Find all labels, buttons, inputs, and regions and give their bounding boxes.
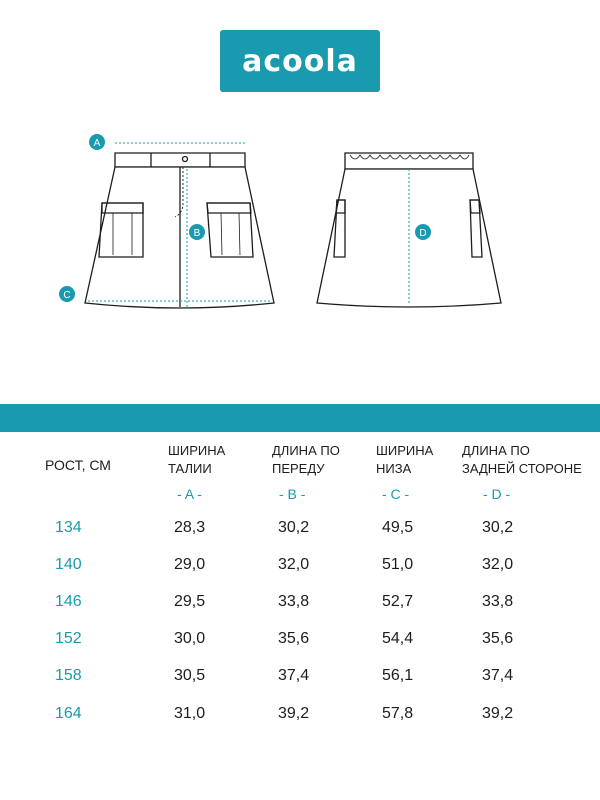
row-height: 134 [55,519,82,536]
cell-a: 30,0 [174,630,206,647]
cell-a: 30,5 [174,667,206,684]
cell-a: 29,0 [174,556,206,573]
table-row [0,590,600,614]
label-a [89,134,105,150]
cell-c: 51,0 [382,556,414,573]
cell-a: 28,3 [174,519,206,536]
header-back-length [462,442,582,478]
skirt-measurement-diagram [55,125,575,325]
cell-d: 39,2 [482,705,514,722]
cell-b: 32,0 [278,556,310,573]
logo-text: acoola [242,43,358,79]
code-b: - B - [279,486,306,502]
table-row [0,516,600,540]
label-c [59,286,75,302]
code-c: - C - [382,486,410,502]
cell-d: 32,0 [482,556,514,573]
cell-c: 49,5 [382,519,414,536]
cell-c: 56,1 [382,667,414,684]
row-height: 152 [55,630,82,647]
table-row [0,702,600,726]
cell-c: 54,4 [382,630,414,647]
cell-b: 37,4 [278,667,310,684]
header-waist-line1: ШИРИНА [168,443,226,458]
header-waist-line2: ТАЛИИ [168,461,212,476]
svg-text:D: D [419,228,427,239]
row-height: 158 [55,667,82,684]
header-hem-width [376,442,433,478]
label-d [415,224,431,240]
header-height: РОСТ, СМ [45,457,111,473]
header-hem-line2: НИЗА [376,461,412,476]
svg-text:B: B [193,228,201,239]
row-height: 140 [55,556,82,573]
cell-c: 57,8 [382,705,414,722]
cell-c: 52,7 [382,593,414,610]
cell-a: 31,0 [174,705,206,722]
label-b [189,224,205,240]
svg-text:A: A [93,138,101,149]
cell-b: 39,2 [278,705,310,722]
brand-logo [220,30,380,92]
cell-d: 33,8 [482,593,514,610]
cell-b: 30,2 [278,519,310,536]
code-d: - D - [483,486,511,502]
code-a: - A - [177,486,202,502]
header-front-length [272,442,340,478]
table-row [0,553,600,577]
header-front-line2: ПЕРЕДУ [272,461,325,476]
row-height: 164 [55,705,82,722]
table-row [0,627,600,651]
header-back-line1: ДЛИНА ПО [462,443,530,458]
header-hem-line1: ШИРИНА [376,443,434,458]
accent-band [0,404,600,432]
header-back-line2: ЗАДНЕЙ СТОРОНЕ [462,461,582,476]
cell-d: 30,2 [482,519,514,536]
header-front-line1: ДЛИНА ПО [272,443,340,458]
cell-b: 33,8 [278,593,310,610]
header-waist-width [168,442,225,478]
front-view-skirt [85,153,274,308]
table-row [0,664,600,688]
cell-d: 37,4 [482,667,514,684]
row-height: 146 [55,593,82,610]
cell-d: 35,6 [482,630,514,647]
cell-a: 29,5 [174,593,206,610]
cell-b: 35,6 [278,630,310,647]
svg-text:C: C [63,290,71,301]
